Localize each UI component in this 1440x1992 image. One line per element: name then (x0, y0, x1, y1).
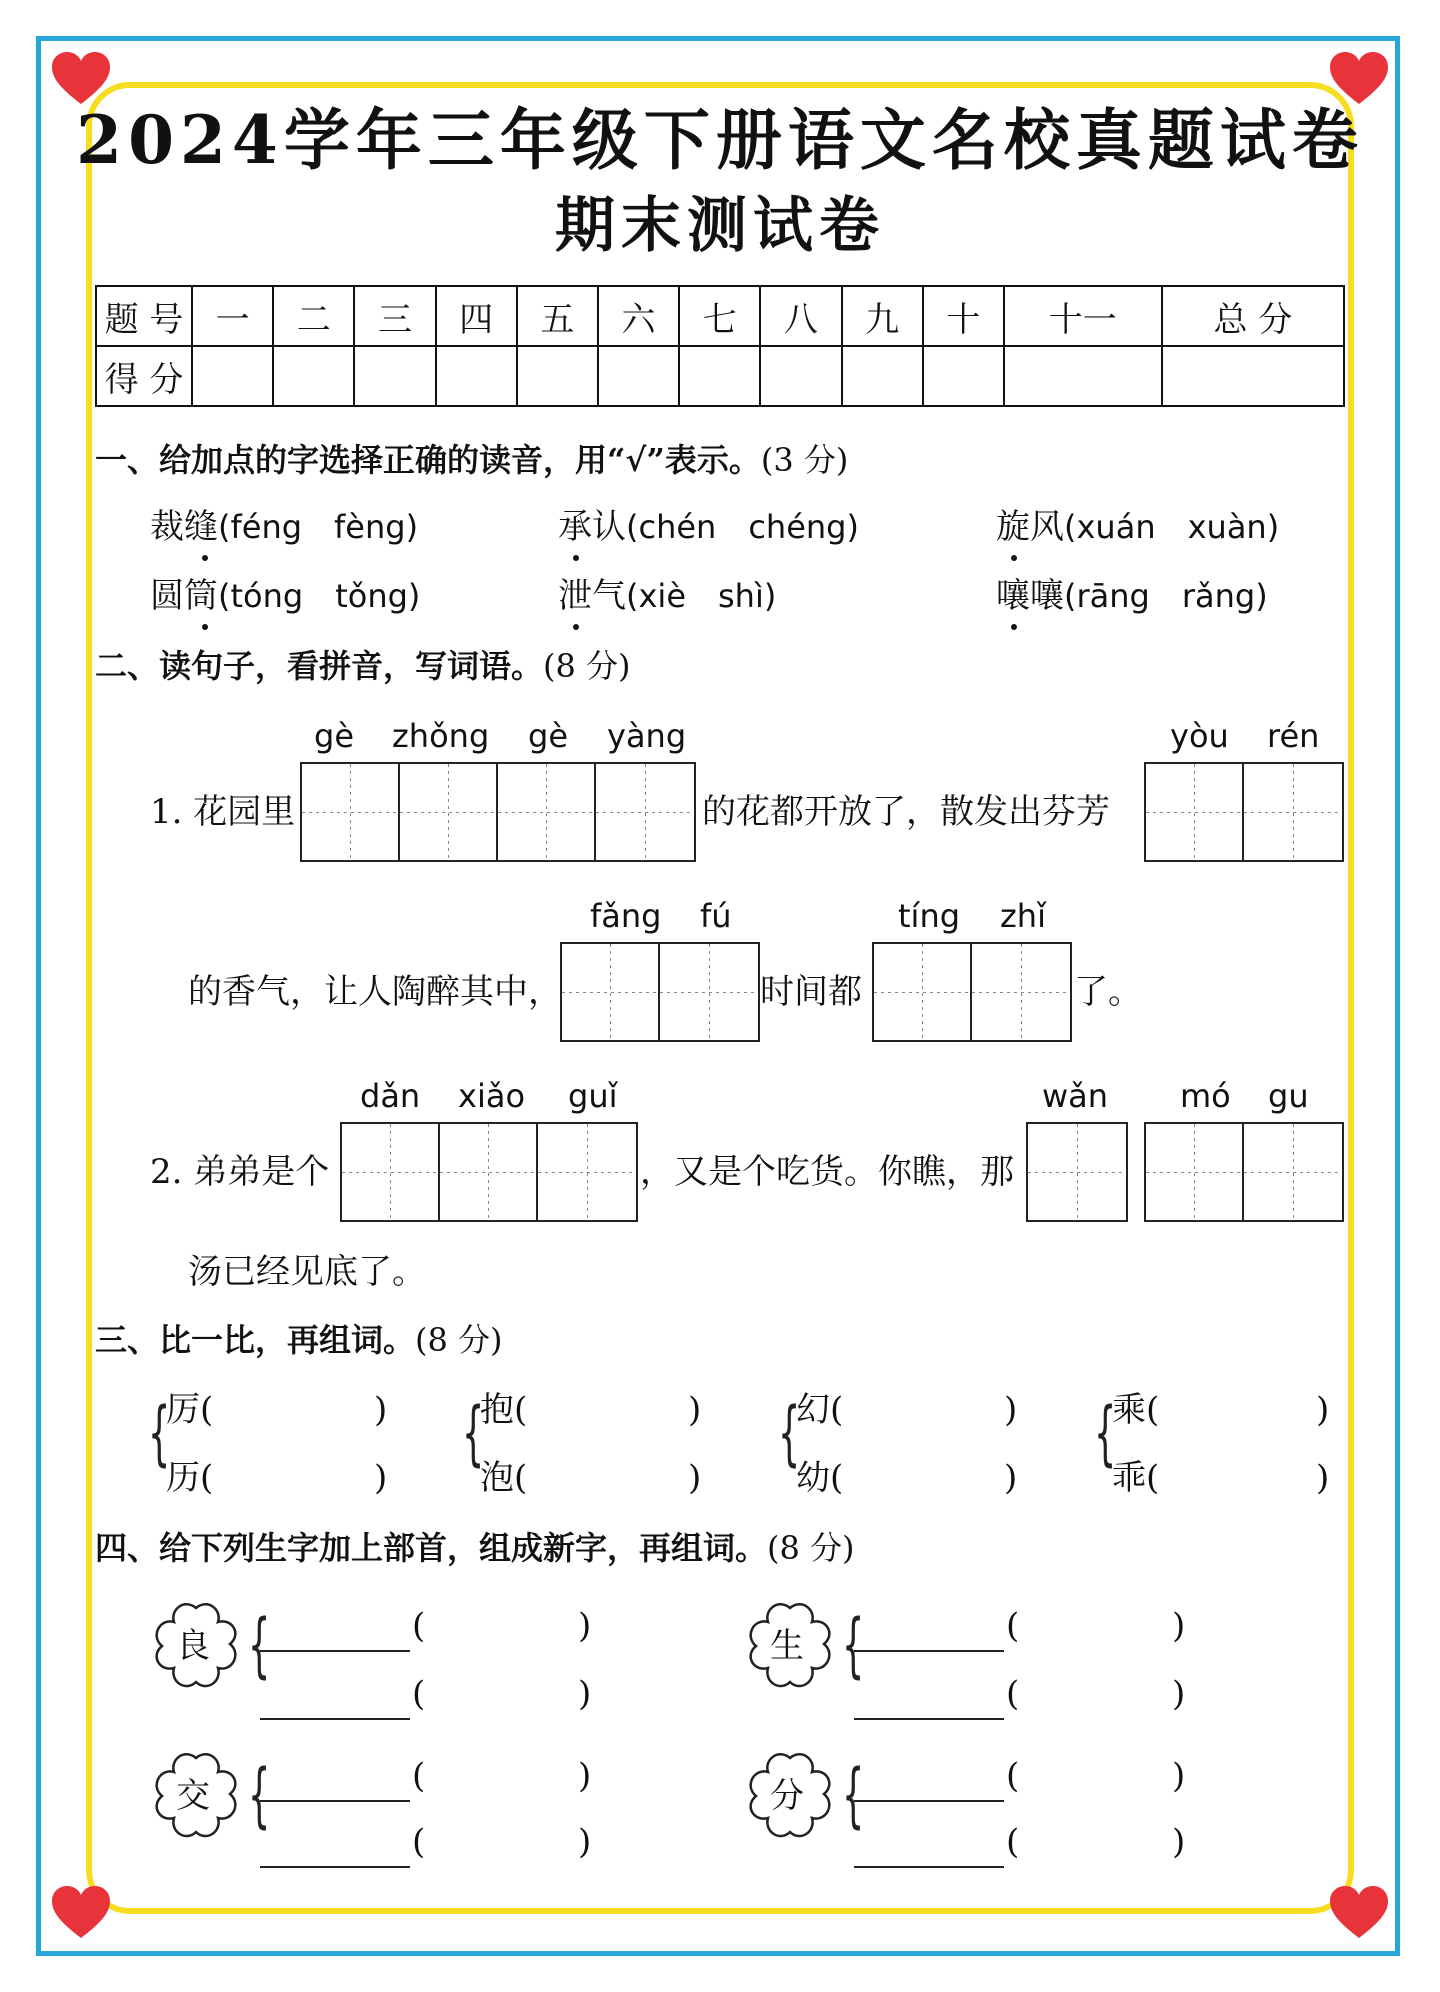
page-title: 2024学年三年级下册语文名校真题试卷 (76, 101, 1364, 179)
pinyin: tíng (898, 897, 961, 935)
q3-item: 历( (166, 1458, 214, 1498)
q3-item: 抱( (480, 1390, 528, 1430)
pinyin: gè (314, 717, 354, 755)
brace: { (462, 1392, 485, 1474)
pinyin: yòu (1170, 717, 1229, 755)
paren-close: ) (1172, 1756, 1186, 1796)
paren-open: ( (1006, 1674, 1020, 1714)
score-table-header-cell: 三 (354, 286, 435, 346)
score-cell[interactable] (679, 346, 760, 406)
sentence-text: 汤已经见底了。 (188, 1252, 426, 1292)
score-cell[interactable] (1162, 346, 1344, 406)
paren-close: ) (1172, 1606, 1186, 1646)
writing-cell[interactable] (440, 1124, 538, 1220)
answer-line[interactable] (854, 1866, 1004, 1868)
writing-cell[interactable] (498, 764, 596, 860)
emphasis-dot (1011, 555, 1017, 561)
answer-line[interactable] (260, 1800, 410, 1802)
q1-item: 旋风(xuán xuàn) (996, 507, 1280, 547)
score-table-header-cell: 十 (923, 286, 1004, 346)
writing-cell[interactable] (972, 944, 1070, 1040)
score-cell[interactable] (192, 346, 273, 406)
sentence-text: 了。 (1074, 972, 1142, 1012)
pinyin: mó (1180, 1077, 1231, 1115)
paren-open: ( (1006, 1822, 1020, 1862)
heart-icon (50, 50, 112, 106)
writing-cell[interactable] (538, 1124, 636, 1220)
writing-cell[interactable] (874, 944, 972, 1040)
score-cell[interactable] (842, 346, 923, 406)
q3-close: ) (1004, 1458, 1018, 1498)
emphasis-dot (1011, 624, 1017, 630)
pinyin: fǎng (590, 897, 662, 935)
emphasis-dot (202, 555, 208, 561)
sentence-text: 1. 花园里 (150, 792, 296, 832)
q3-close: ) (1316, 1458, 1330, 1498)
paren-close: ) (578, 1606, 592, 1646)
score-cell[interactable] (1004, 346, 1162, 406)
writing-cell[interactable] (1146, 1124, 1244, 1220)
brace: { (1094, 1392, 1117, 1474)
score-table-score-row (96, 346, 1344, 406)
pinyin: gu (1268, 1077, 1309, 1115)
paren-close: ) (578, 1756, 592, 1796)
score-table-header-cell: 一 (192, 286, 273, 346)
emphasis-dot (202, 624, 208, 630)
q3-close: ) (688, 1458, 702, 1498)
writing-cell[interactable] (1028, 1124, 1126, 1220)
score-cell[interactable] (354, 346, 435, 406)
score-table-header-cell: 总 分 (1162, 286, 1344, 346)
score-table-header-cell: 四 (436, 286, 517, 346)
heart-icon (1328, 50, 1390, 106)
answer-line[interactable] (854, 1718, 1004, 1720)
section-3-heading: 三、比一比，再组词。(8 分) (95, 1321, 503, 1359)
q1-item: 承认(chén chéng) (558, 507, 859, 547)
q3-close: ) (1004, 1390, 1018, 1430)
score-cell[interactable] (517, 346, 598, 406)
sentence-text: ，又是个吃货。你瞧，那 (640, 1152, 1014, 1192)
brace: { (148, 1392, 171, 1474)
base-character: 生 (770, 1626, 804, 1666)
pinyin: yàng (607, 717, 687, 755)
score-table-header-cell: 九 (842, 286, 923, 346)
writing-grid[interactable] (560, 942, 760, 1042)
q1-item: 裁缝(féng fèng) (150, 507, 419, 547)
q3-close: ) (688, 1390, 702, 1430)
brace: { (842, 1604, 865, 1686)
score-table-header-cell: 八 (760, 286, 841, 346)
paren-open: ( (412, 1822, 426, 1862)
sentence-text: 2. 弟弟是个 (150, 1152, 330, 1192)
writing-cell[interactable] (1244, 764, 1342, 860)
q1-item: 嚷嚷(rāng rǎng) (996, 576, 1268, 616)
paren-open: ( (412, 1606, 426, 1646)
q3-item: 幼( (796, 1458, 844, 1498)
sentence-text: 时间都 (760, 972, 862, 1012)
base-character: 良 (176, 1626, 210, 1666)
q3-close: ) (1316, 1390, 1330, 1430)
q3-item: 泡( (480, 1458, 528, 1498)
brace: { (248, 1754, 271, 1836)
paren-close: ) (578, 1674, 592, 1714)
pinyin: guǐ (568, 1077, 618, 1115)
paren-open: ( (1006, 1606, 1020, 1646)
score-table (95, 285, 1345, 407)
score-cell[interactable] (760, 346, 841, 406)
answer-line[interactable] (260, 1718, 410, 1720)
answer-line[interactable] (854, 1800, 1004, 1802)
q1-item: 圆筒(tóng tǒng) (150, 576, 421, 616)
sentence-text: 的花都开放了，散发出芬芳 (702, 792, 1110, 832)
writing-cell[interactable] (400, 764, 498, 860)
score-table-header-cell: 二 (273, 286, 354, 346)
paren-close: ) (578, 1822, 592, 1862)
writing-grid[interactable] (1144, 1122, 1344, 1222)
writing-cell[interactable] (342, 1124, 440, 1220)
writing-grid[interactable] (340, 1122, 638, 1222)
q3-item: 乘( (1112, 1390, 1160, 1430)
section-2-heading: 二、读句子，看拼音，写词语。(8 分) (95, 647, 631, 685)
pinyin: wǎn (1042, 1077, 1109, 1115)
heart-icon (50, 1884, 112, 1940)
writing-cell[interactable] (562, 944, 660, 1040)
section-1-heading: 一、给加点的字选择正确的读音，用“√”表示。(3 分) (95, 441, 849, 479)
pinyin: rén (1267, 717, 1320, 755)
writing-cell[interactable] (1146, 764, 1244, 860)
pinyin: zhǒng (392, 717, 490, 755)
q3-close: ) (374, 1390, 388, 1430)
answer-line[interactable] (260, 1650, 410, 1652)
base-character: 交 (176, 1776, 210, 1816)
emphasis-dot (573, 624, 579, 630)
writing-cell[interactable] (596, 764, 694, 860)
paren-close: ) (1172, 1674, 1186, 1714)
writing-grid[interactable] (872, 942, 1072, 1042)
writing-grid[interactable] (1144, 762, 1344, 862)
answer-line[interactable] (260, 1866, 410, 1868)
score-cell[interactable] (923, 346, 1004, 406)
writing-cell[interactable] (302, 764, 400, 860)
brace: { (248, 1604, 271, 1686)
paren-open: ( (412, 1756, 426, 1796)
sentence-text: 的香气，让人陶醉其中， (188, 972, 562, 1012)
paren-open: ( (412, 1674, 426, 1714)
answer-line[interactable] (854, 1650, 1004, 1652)
pinyin: gè (528, 717, 568, 755)
score-table-header-cell: 十一 (1004, 286, 1162, 346)
q3-item: 厉( (166, 1390, 214, 1430)
writing-grid[interactable] (1026, 1122, 1128, 1222)
score-table-header-cell: 六 (598, 286, 679, 346)
score-cell[interactable] (436, 346, 517, 406)
q3-close: ) (374, 1458, 388, 1498)
pinyin: dǎn (360, 1077, 421, 1115)
score-table-row-label: 得 分 (96, 346, 192, 406)
section-4-heading: 四、给下列生字加上部首，组成新字，再组词。(8 分) (95, 1529, 855, 1567)
emphasis-dot (573, 555, 579, 561)
score-cell[interactable] (273, 346, 354, 406)
writing-cell[interactable] (1244, 1124, 1342, 1220)
q3-item: 幻( (796, 1390, 844, 1430)
score-table-header-cell: 题 号 (96, 286, 192, 346)
pinyin: fú (700, 897, 732, 935)
score-table-header-cell: 五 (517, 286, 598, 346)
pinyin: xiǎo (458, 1077, 526, 1115)
q3-item: 乖( (1112, 1458, 1160, 1498)
score-table-header-cell: 七 (679, 286, 760, 346)
paren-close: ) (1172, 1822, 1186, 1862)
q1-item: 泄气(xiè shì) (558, 576, 777, 616)
base-character: 分 (770, 1776, 804, 1816)
brace: { (778, 1392, 801, 1474)
writing-grid[interactable] (300, 762, 696, 862)
paren-open: ( (1006, 1756, 1020, 1796)
pinyin: zhǐ (1000, 897, 1046, 935)
score-cell[interactable] (598, 346, 679, 406)
writing-cell[interactable] (660, 944, 758, 1040)
score-table-header-row (96, 286, 1344, 346)
page-subtitle: 期末测试卷 (555, 191, 885, 261)
brace: { (842, 1754, 865, 1836)
heart-icon (1328, 1884, 1390, 1940)
